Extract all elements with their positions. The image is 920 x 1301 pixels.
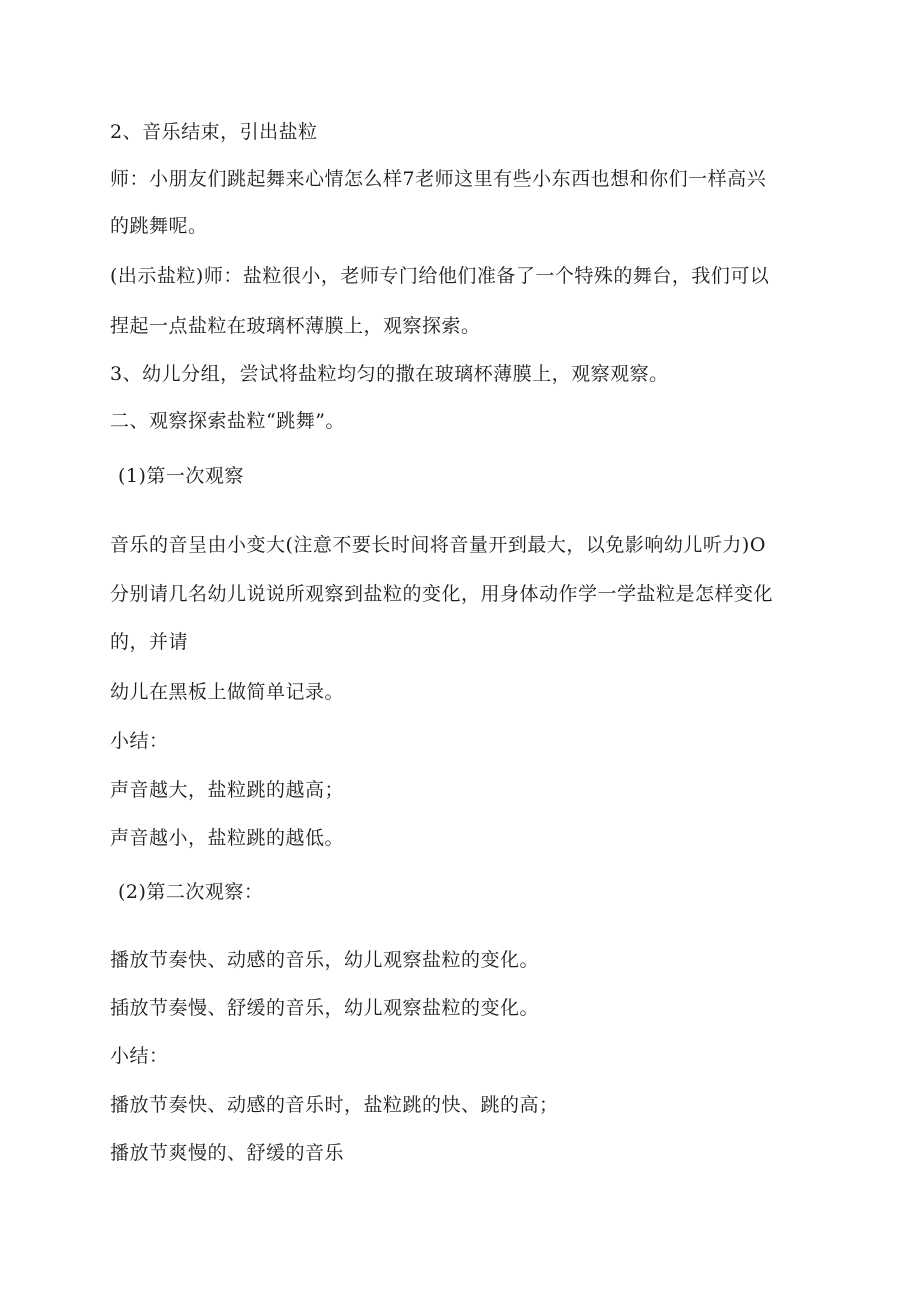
paragraph-line: 的跳舞呢。 — [110, 215, 208, 237]
section-heading: 二、观察探索盐粒“跳舞”。 — [110, 410, 345, 432]
paragraph-line: 的，并请 — [110, 631, 189, 653]
paragraph-line: 播放节奏快、动感的音乐，幼儿观察盐粒的变化。 — [110, 949, 540, 971]
paragraph-line: 捏起一点盐粒在玻璃杯薄膜上，观察探索。 — [110, 315, 481, 337]
summary-line: 播放节奏快、动感的音乐时，盐粒跳的快、跳的高； — [110, 1094, 559, 1116]
summary-line: 声音越大，盐粒跳的越高； — [110, 779, 345, 801]
paragraph-line: 音乐的音呈由小变大(注意不要长时间将音量开到最大，以免影响幼儿听力)O — [110, 534, 766, 556]
paragraph-line: 分别请几名幼儿说说所观察到盐粒的变化，用身体动作学一学盐粒是怎样变化 — [110, 583, 774, 605]
summary-label: 小结： — [110, 730, 169, 752]
summary-line: 声音越小，盐粒跳的越低。 — [110, 827, 345, 849]
paragraph-line: 插放节奏慢、舒缓的音乐，幼儿观察盐粒的变化。 — [110, 997, 540, 1019]
step-heading: 2、音乐结束，引出盐粒 — [110, 121, 318, 143]
subsection-heading: (2)第二次观察： — [118, 881, 264, 903]
summary-line: 播放节爽慢的、舒缓的音乐 — [110, 1142, 345, 1164]
step-heading: 3、幼儿分组，尝试将盐粒均匀的撒在玻璃杯薄膜上，观察观察。 — [110, 363, 669, 385]
summary-label: 小结： — [110, 1045, 169, 1067]
paragraph-line: 师：小朋友们跳起舞来心情怎么样7老师这里有些小东西也想和你们一样高兴 — [110, 168, 767, 190]
paragraph-line: (出示盐粒)师：盐粒很小，老师专门给他们准备了一个特殊的舞台，我们可以 — [110, 265, 770, 287]
paragraph-line: 幼儿在黑板上做简单记录。 — [110, 681, 345, 703]
subsection-heading: (1)第一次观察 — [118, 465, 244, 487]
